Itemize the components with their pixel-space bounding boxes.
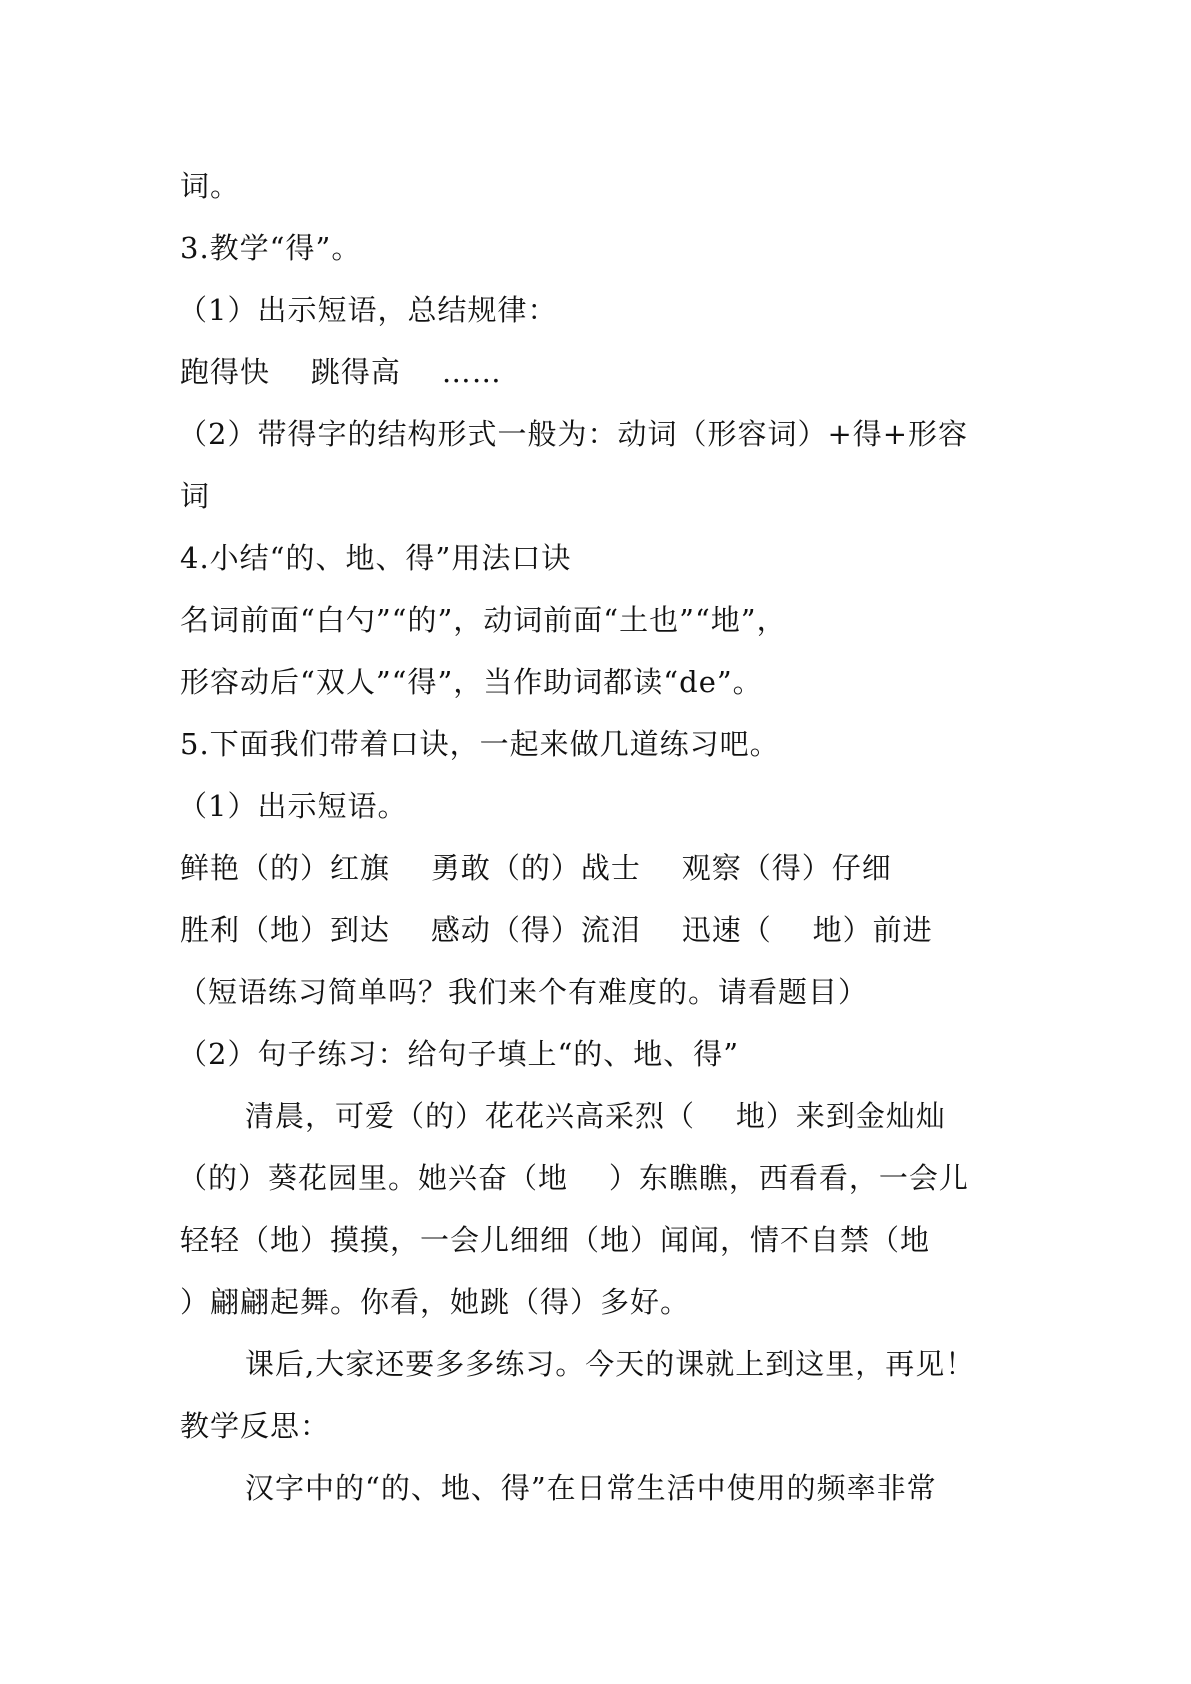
text-line: 跑得快 跳得高 …… xyxy=(180,355,502,389)
section-heading: 教学反思： xyxy=(180,1409,331,1443)
text-line: （1）出示短语，总结规律： xyxy=(178,293,558,327)
text-line: 鲜艳（的）红旗 勇敢（的）战士 观察（得）仔细 xyxy=(180,851,892,885)
text-line: 形容动后“双人”“得”，当作助词都读“de”。 xyxy=(180,665,763,699)
text-line: （2）带得字的结构形式一般为：动词（形容词）+得+形容 xyxy=(178,417,969,451)
text-line: 胜利（地）到达 感动（得）流泪 迅速（ 地）前进 xyxy=(180,913,933,947)
paragraph-line: 清晨，可爱（的）花花兴高采烈（ 地）来到金灿灿 xyxy=(245,1099,946,1133)
paragraph-line: 课后,大家还要多多练习。今天的课就上到这里，再见！ xyxy=(245,1347,976,1381)
section-heading: 3.教学“得”。 xyxy=(180,231,362,265)
paragraph-line: 轻轻（地）摸摸，一会儿细细（地）闻闻，情不自禁（地 xyxy=(180,1223,931,1257)
section-heading: 5.下面我们带着口诀，一起来做几道练习吧。 xyxy=(180,727,780,761)
text-line: （短语练习简单吗？我们来个有难度的。请看题目） xyxy=(178,975,869,1009)
text-line: 名词前面“白勺”“的”，动词前面“土也”“地”， xyxy=(180,603,787,637)
paragraph-line: 汉字中的“的、地、得”在日常生活中使用的频率非常 xyxy=(245,1471,937,1505)
text-line: 词 xyxy=(180,479,211,513)
paragraph-line: （的）葵花园里。她兴奋（地 ）东瞧瞧，西看看，一会儿 xyxy=(178,1161,969,1195)
paragraph-line: ）翩翩起舞。你看，她跳（得）多好。 xyxy=(180,1285,691,1319)
text-line: 词。 xyxy=(180,169,241,203)
text-line: （1）出示短语。 xyxy=(178,789,408,823)
section-heading: 4.小结“的、地、得”用法口诀 xyxy=(180,541,572,575)
text-line: （2）句子练习：给句子填上“的、地、得” xyxy=(178,1037,740,1071)
